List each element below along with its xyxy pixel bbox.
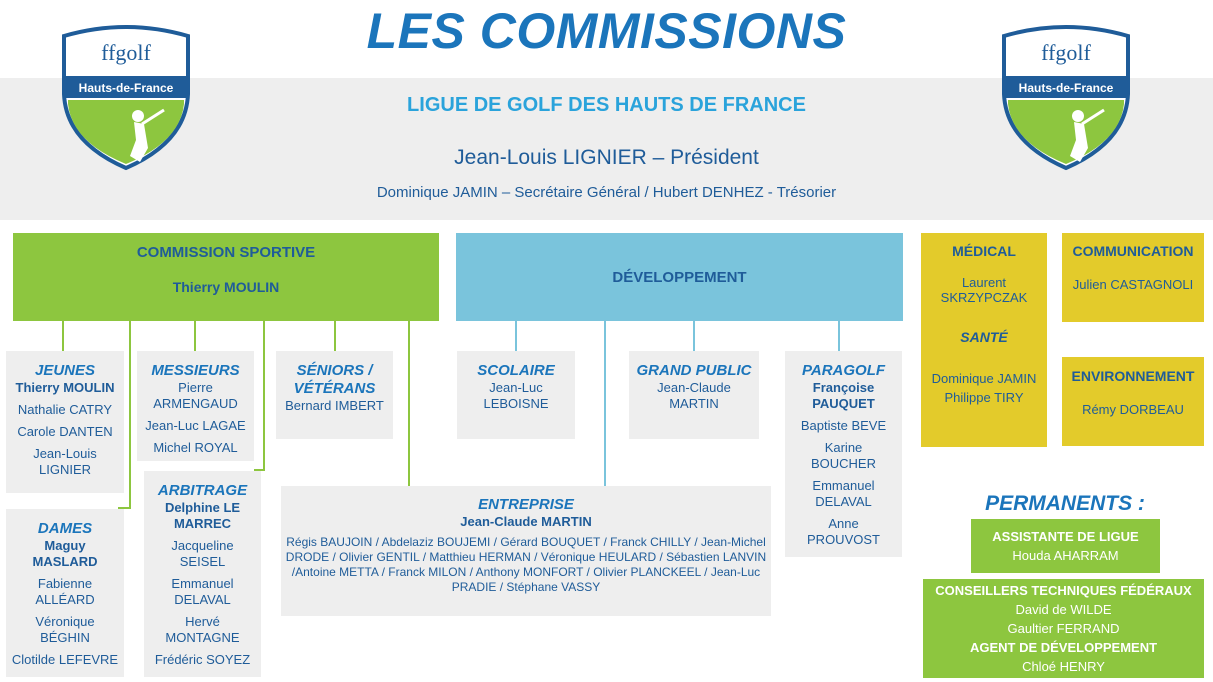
arbitrage-member: Frédéric SOYEZ	[154, 652, 251, 667]
conseillers-box	[923, 579, 1204, 678]
logo-region-left: Hauts-de-France	[78, 81, 174, 95]
grand-public-title: GRAND PUBLIC	[636, 362, 752, 379]
president-line: Jean-Louis LIGNIER – Président	[454, 146, 759, 169]
communication-member: Julien CASTAGNOLI	[1072, 277, 1194, 292]
arbitrage-member: Emmanuel	[171, 576, 234, 591]
scolaire-box	[457, 351, 575, 439]
paragolf-member: PROUVOST	[807, 532, 880, 547]
entreprise-box	[281, 486, 771, 616]
arbitrage-member: SEISEL	[179, 554, 226, 569]
seniors-title: SÉNIORS /	[296, 362, 373, 379]
sante-title: SANTÉ	[960, 329, 1008, 345]
paragolf-member: DELAVAL	[815, 494, 872, 509]
seniors-title: VÉTÉRANS	[293, 380, 376, 397]
commission-sportive-title: COMMISSION SPORTIVE	[136, 244, 316, 261]
dames-member: Fabienne	[37, 576, 93, 591]
arbitrage-member: Hervé	[185, 614, 220, 629]
arbitrage-member: DELAVAL	[174, 592, 231, 607]
dames-member: BÉGHIN	[40, 630, 90, 645]
connector-line	[838, 321, 840, 351]
entreprise-members-line: Régis BAUJOIN / Abdelaziz BOUJEMI / Gérard BOUQUET / Franck CHILLY / Jean-Michel	[286, 535, 766, 549]
messieurs-member: Jean-Luc LAGAE	[145, 418, 246, 433]
arbitrage-lead: MARREC	[173, 516, 232, 531]
dames-member: ALLÉARD	[35, 592, 95, 607]
medical-box	[921, 233, 1047, 447]
jeunes-member: Nathalie CATRY	[17, 402, 113, 417]
connector-line	[693, 321, 695, 351]
communication-box	[1062, 233, 1204, 322]
assistante-name: Houda AHARRAM	[1012, 548, 1119, 563]
paragolf-title: PARAGOLF	[801, 362, 886, 379]
paragolf-lead: PAUQUET	[812, 396, 875, 411]
developpement-box	[456, 233, 903, 321]
jeunes-lead: Thierry MOULIN	[15, 380, 115, 395]
dames-lead: MASLARD	[32, 554, 98, 569]
permanents-title: PERMANENTS :	[985, 492, 1145, 515]
dames-member: Clotilde LEFEVRE	[11, 652, 119, 667]
messieurs-member: Pierre	[178, 380, 213, 395]
connector-line	[129, 321, 131, 509]
ctf-name: Gaultier FERRAND	[1007, 621, 1120, 636]
dames-title: DAMES	[37, 520, 93, 537]
dames-lead: Maguy	[44, 538, 86, 553]
environnement-title: ENVIRONNEMENT	[1071, 368, 1195, 384]
connector-line	[62, 321, 64, 351]
paragolf-box	[785, 351, 902, 557]
connector-line	[263, 321, 265, 471]
paragolf-member: Baptiste BEVE	[800, 418, 887, 433]
arbitrage-member: MONTAGNE	[165, 630, 240, 645]
agent-name: Chloé HENRY	[1022, 659, 1105, 674]
environnement-member: Rémy DORBEAU	[1082, 402, 1184, 417]
grand-public-box	[629, 351, 759, 439]
paragolf-member: BOUCHER	[810, 456, 876, 471]
messieurs-box	[137, 351, 254, 461]
sante-member: Philippe TIRY	[944, 390, 1024, 405]
commission-sportive-box	[13, 233, 439, 321]
ffgolf-logo-left	[56, 24, 196, 174]
arbitrage-member: Jacqueline	[171, 538, 234, 553]
grand-public-member: MARTIN	[669, 396, 719, 411]
ctf-title: CONSEILLERS TECHNIQUES FÉDÉRAUX	[935, 583, 1192, 598]
jeunes-member: LIGNIER	[38, 462, 91, 477]
entreprise-members-line: /Antoine METTA / Franck MILON / Anthony MONFORT / Olivier PLANCKEEL / Jean-Luc	[291, 565, 761, 579]
scolaire-title: SCOLAIRE	[477, 362, 555, 379]
ligue-name: LIGUE DE GOLF DES HAUTS DE FRANCE	[407, 94, 806, 116]
jeunes-member: Carole DANTEN	[17, 424, 113, 439]
dames-box	[6, 509, 124, 677]
connector-line	[408, 321, 410, 486]
logo-region-right: Hauts-de-France	[1018, 81, 1114, 95]
connector-line	[515, 321, 517, 351]
dames-member: Véronique	[35, 614, 95, 629]
medical-member: Laurent	[961, 275, 1007, 290]
seniors-box	[276, 351, 393, 439]
paragolf-lead: Françoise	[812, 380, 875, 395]
entreprise-members-line: PRADIE / Stéphane VASSY	[451, 580, 601, 594]
communication-title: COMMUNICATION	[1072, 243, 1194, 259]
bureau-line: Dominique JAMIN – Secrétaire Général / Hubert DENHEZ - Trésorier	[376, 184, 837, 201]
scolaire-member: LEBOISNE	[483, 396, 549, 411]
arbitrage-title: ARBITRAGE	[157, 482, 248, 499]
entreprise-lead: Jean-Claude MARTIN	[460, 514, 592, 529]
paragolf-member: Emmanuel	[812, 478, 875, 493]
messieurs-member: Michel ROYAL	[153, 440, 238, 455]
paragolf-member: Karine	[824, 440, 863, 455]
page-title: LES COMMISSIONS	[366, 3, 847, 59]
commission-sportive-lead: Thierry MOULIN	[172, 279, 280, 295]
assistante-box	[971, 519, 1160, 573]
medical-member: SKRZYPCZAK	[940, 290, 1028, 305]
jeunes-member: Jean-Louis	[33, 446, 97, 461]
jeunes-title: JEUNES	[34, 362, 96, 379]
messieurs-member: ARMENGAUD	[153, 396, 238, 411]
connector-line	[194, 321, 196, 351]
sante-member: Dominique JAMIN	[931, 371, 1037, 386]
logo-brand-right: ffgolf	[1041, 40, 1091, 65]
entreprise-members-line: DRODE / Olivier GENTIL / Matthieu HERMAN / Véronique HEULARD / Sébastien LANVIN	[285, 550, 767, 564]
assistante-title: ASSISTANTE DE LIGUE	[992, 529, 1139, 544]
seniors-member: Bernard IMBERT	[285, 398, 384, 413]
arbitrage-lead: Delphine LE	[164, 500, 241, 515]
entreprise-title: ENTREPRISE	[478, 496, 574, 513]
developpement-title: DÉVELOPPEMENT	[612, 269, 747, 286]
connector-line	[604, 321, 606, 486]
messieurs-title: MESSIEURS	[151, 362, 240, 379]
ctf-name: David de WILDE	[1015, 602, 1112, 617]
connector-line	[334, 321, 336, 351]
medical-title: MÉDICAL	[952, 243, 1016, 259]
logo-brand-left: ffgolf	[101, 40, 151, 65]
ffgolf-logo-right	[996, 24, 1136, 174]
paragolf-member: Anne	[828, 516, 859, 531]
arbitrage-box	[144, 471, 261, 677]
agent-title: AGENT DE DÉVELOPPEMENT	[969, 640, 1158, 655]
scolaire-member: Jean-Luc	[489, 380, 543, 395]
jeunes-box	[6, 351, 124, 493]
environnement-box	[1062, 357, 1204, 446]
grand-public-member: Jean-Claude	[657, 380, 731, 395]
